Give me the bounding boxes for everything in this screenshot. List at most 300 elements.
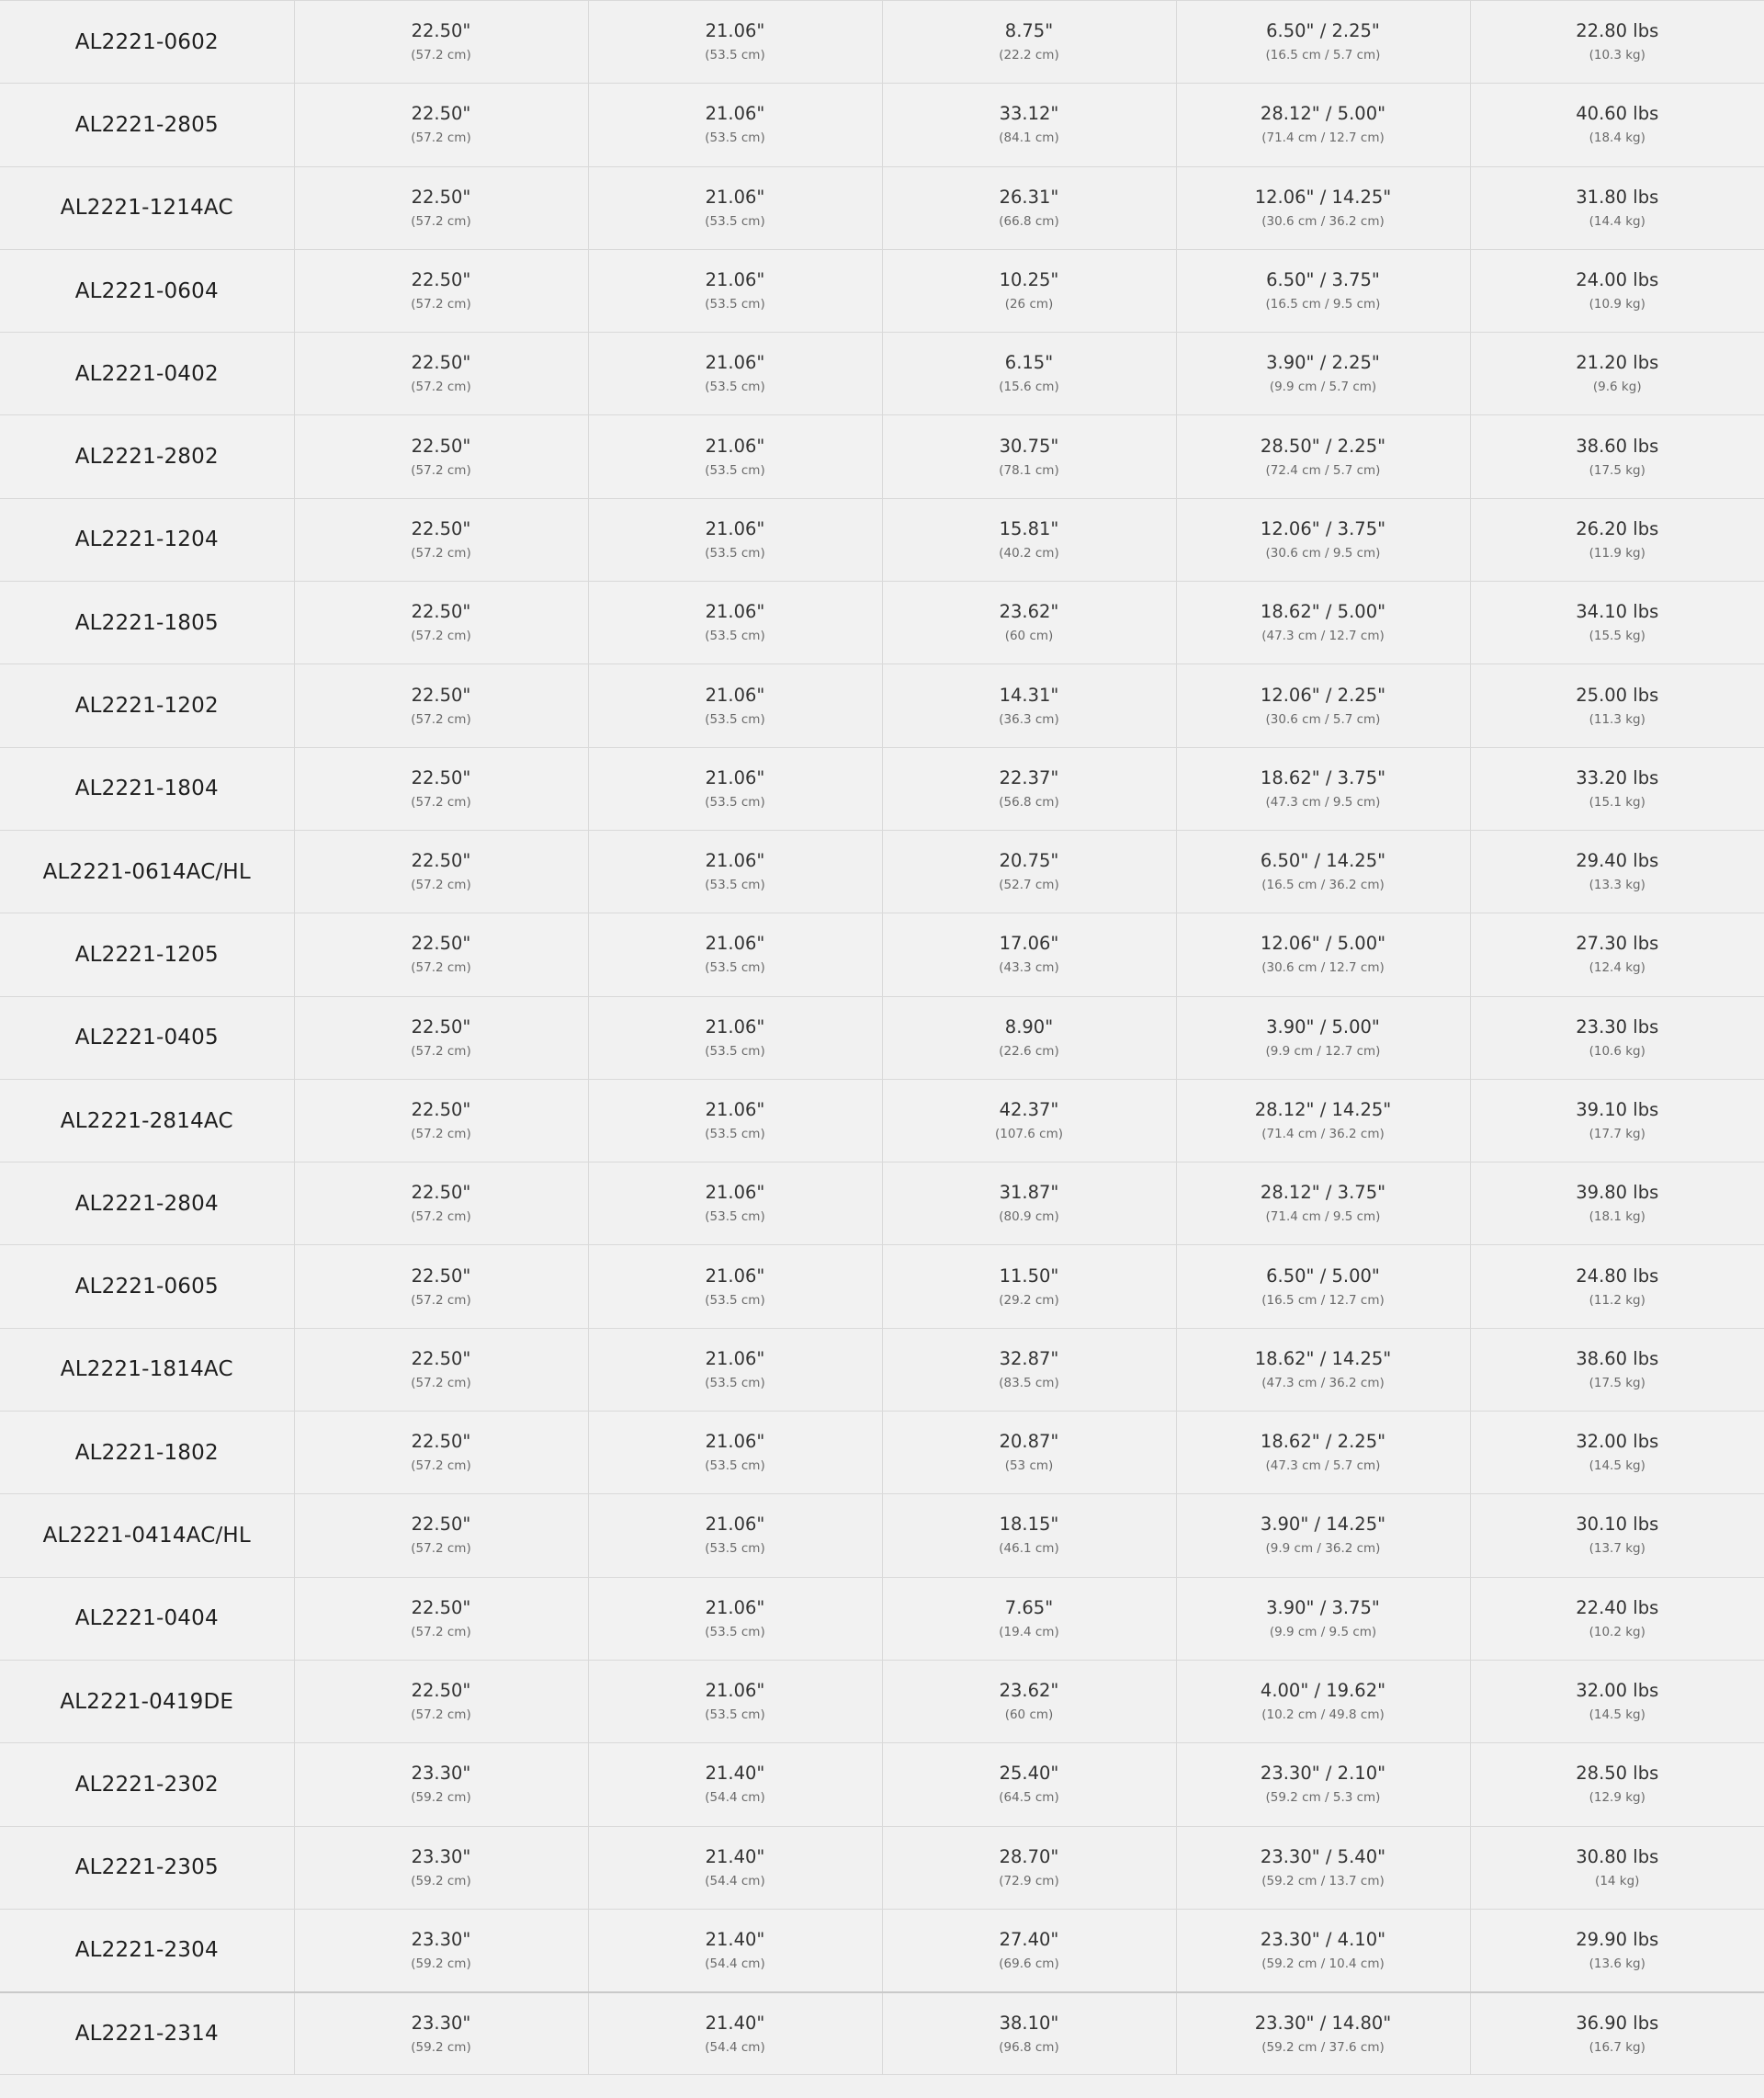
table-row [0, 913, 1764, 996]
model-cell [0, 1992, 294, 2075]
height-metric-value: (57.2 cm) [411, 1127, 471, 1141]
depth-metric-value: (36.3 cm) [999, 711, 1059, 727]
weight-metric-value: (9.6 kg) [1592, 380, 1642, 395]
depth-metric-value: (52.7 cm) [999, 878, 1059, 893]
weight-value: 27.30 lbs [1576, 933, 1659, 955]
weight-cell [1470, 1079, 1764, 1162]
height-value: 22.50" [411, 1347, 471, 1369]
weight-cell [1470, 996, 1764, 1079]
height-value: 23.30" [411, 1845, 471, 1867]
width-value: 21.06" [705, 20, 765, 42]
model-number: AL2221-0404 [74, 1606, 219, 1631]
weight-metric-value: (14.5 kg) [1589, 1458, 1645, 1474]
width-value: 21.06" [705, 933, 765, 955]
weight-cell [1470, 664, 1764, 747]
weight-metric-value: (12.9 kg) [1589, 1790, 1645, 1806]
model-number: AL2221-2802 [74, 445, 219, 470]
width-value: 21.06" [705, 601, 765, 623]
weight-value: 39.80 lbs [1576, 1182, 1659, 1204]
drawers-value: 12.06" / 2.25" [1260, 684, 1386, 706]
drawers-value: 6.50" / 2.25" [1266, 20, 1380, 42]
depth-value: 28.70" [999, 1845, 1059, 1867]
drawers-value: 23.30" / 2.10" [1260, 1763, 1386, 1785]
weight-cell [1470, 830, 1764, 913]
width-value: 21.06" [705, 1680, 765, 1702]
drawers-cell [1176, 415, 1470, 498]
height-cell [294, 249, 588, 332]
width-cell [588, 664, 882, 747]
drawers-metric-value: (71.4 cm / 9.5 cm) [1265, 1209, 1381, 1225]
table-row [0, 498, 1764, 581]
depth-value: 26.31" [999, 186, 1059, 208]
height-metric-value: (57.2 cm) [411, 1458, 471, 1474]
width-cell [588, 830, 882, 913]
height-value: 22.50" [411, 1015, 471, 1038]
width-cell [588, 1, 882, 84]
table-row [0, 1909, 1764, 1991]
height-value: 22.50" [411, 684, 471, 706]
depth-value: 32.87" [999, 1347, 1059, 1369]
drawers-value: 12.06" / 5.00" [1260, 933, 1386, 955]
depth-value: 10.25" [999, 269, 1059, 291]
width-value: 21.06" [705, 435, 765, 457]
height-metric-value: (57.2 cm) [411, 1209, 471, 1225]
weight-value: 32.00 lbs [1576, 1680, 1659, 1702]
drawers-value: 23.30" / 14.80" [1254, 2012, 1392, 2034]
drawers-cell [1176, 1992, 1470, 2075]
depth-metric-value: (40.2 cm) [999, 545, 1059, 561]
width-value: 21.40" [705, 1763, 765, 1785]
table-row [0, 1992, 1764, 2075]
model-cell [0, 84, 294, 166]
height-metric-value: (57.2 cm) [411, 1624, 471, 1639]
drawers-metric-value: (59.2 cm / 37.6 cm) [1261, 2039, 1385, 2055]
width-metric-value: (53.5 cm) [705, 1127, 765, 1141]
width-metric-value: (53.5 cm) [705, 1375, 765, 1390]
model-cell [0, 664, 294, 747]
height-metric-value: (57.2 cm) [411, 130, 471, 146]
drawers-cell [1176, 84, 1470, 166]
width-value: 21.06" [705, 186, 765, 208]
height-value: 23.30" [411, 2012, 471, 2034]
drawers-metric-value: (9.9 cm / 9.5 cm) [1269, 1624, 1377, 1639]
model-cell [0, 996, 294, 1079]
width-metric-value: (53.5 cm) [705, 1624, 765, 1639]
depth-metric-value: (29.2 cm) [999, 1292, 1059, 1308]
model-number: AL2221-0605 [74, 1275, 219, 1299]
height-cell [294, 1079, 588, 1162]
height-cell [294, 830, 588, 913]
depth-metric-value: (66.8 cm) [999, 213, 1059, 229]
drawers-value: 28.12" / 5.00" [1260, 103, 1386, 125]
height-value: 22.50" [411, 1514, 471, 1536]
height-metric-value: (57.2 cm) [411, 297, 471, 312]
model-cell [0, 1660, 294, 1742]
weight-metric-value: (11.9 kg) [1589, 545, 1645, 561]
model-number: AL2221-0414AC/HL [42, 1523, 251, 1548]
drawers-cell [1176, 830, 1470, 913]
depth-metric-value: (60 cm) [1004, 1707, 1054, 1723]
drawers-metric-value: (47.3 cm / 5.7 cm) [1265, 1458, 1381, 1474]
width-cell [588, 1826, 882, 1909]
table-row [0, 1494, 1764, 1577]
table-row [0, 747, 1764, 830]
depth-metric-value: (43.3 cm) [999, 960, 1059, 976]
drawers-cell [1176, 996, 1470, 1079]
depth-cell [882, 1743, 1176, 1826]
height-value: 22.50" [411, 1596, 471, 1618]
table-row [0, 333, 1764, 415]
depth-value: 23.62" [999, 1680, 1059, 1702]
height-value: 22.50" [411, 1431, 471, 1453]
table-row [0, 664, 1764, 747]
model-cell [0, 1909, 294, 1991]
depth-value: 7.65" [1004, 1596, 1054, 1618]
depth-value: 6.15" [1004, 352, 1054, 374]
table-row [0, 1162, 1764, 1245]
width-metric-value: (53.5 cm) [705, 1209, 765, 1225]
width-metric-value: (53.5 cm) [705, 1541, 765, 1557]
depth-metric-value: (80.9 cm) [999, 1209, 1059, 1225]
weight-cell [1470, 84, 1764, 166]
model-number: AL2221-1214AC [60, 196, 233, 221]
depth-metric-value: (72.9 cm) [999, 1873, 1059, 1888]
weight-value: 28.50 lbs [1576, 1763, 1659, 1785]
width-metric-value: (54.4 cm) [705, 1873, 765, 1888]
width-metric-value: (53.5 cm) [705, 711, 765, 727]
width-cell [588, 582, 882, 664]
weight-value: 21.20 lbs [1576, 352, 1659, 374]
drawers-value: 18.62" / 14.25" [1254, 1347, 1392, 1369]
width-value: 21.06" [705, 1182, 765, 1204]
width-metric-value: (54.4 cm) [705, 2039, 765, 2055]
width-metric-value: (53.5 cm) [705, 380, 765, 395]
depth-cell [882, 913, 1176, 996]
weight-metric-value: (12.4 kg) [1589, 960, 1645, 976]
depth-cell [882, 1412, 1176, 1494]
model-cell [0, 747, 294, 830]
drawers-metric-value: (30.6 cm / 12.7 cm) [1261, 960, 1385, 976]
height-metric-value: (59.2 cm) [411, 1790, 471, 1806]
drawers-metric-value: (30.6 cm / 36.2 cm) [1261, 213, 1385, 229]
height-cell [294, 1245, 588, 1328]
weight-value: 23.30 lbs [1576, 1015, 1659, 1038]
depth-value: 42.37" [999, 1099, 1059, 1120]
drawers-value: 3.90" / 2.25" [1266, 352, 1380, 374]
model-number: AL2221-0405 [74, 1026, 219, 1050]
width-cell [588, 1909, 882, 1991]
depth-metric-value: (22.2 cm) [999, 48, 1059, 63]
height-metric-value: (57.2 cm) [411, 1375, 471, 1390]
weight-cell [1470, 582, 1764, 664]
height-value: 22.50" [411, 933, 471, 955]
width-metric-value: (53.5 cm) [705, 1458, 765, 1474]
height-cell [294, 664, 588, 747]
drawers-value: 3.90" / 5.00" [1266, 1015, 1380, 1038]
weight-value: 22.40 lbs [1576, 1596, 1659, 1618]
height-cell [294, 913, 588, 996]
drawers-cell [1176, 747, 1470, 830]
model-cell [0, 333, 294, 415]
width-value: 21.40" [705, 1928, 765, 1950]
height-cell [294, 1826, 588, 1909]
weight-value: 39.10 lbs [1576, 1099, 1659, 1120]
depth-cell [882, 1826, 1176, 1909]
drawers-metric-value: (9.9 cm / 5.7 cm) [1269, 380, 1377, 395]
drawers-value: 18.62" / 5.00" [1260, 601, 1386, 623]
width-metric-value: (54.4 cm) [705, 1790, 765, 1806]
height-cell [294, 1162, 588, 1245]
depth-metric-value: (84.1 cm) [999, 130, 1059, 146]
height-metric-value: (59.2 cm) [411, 2039, 471, 2055]
weight-cell [1470, 498, 1764, 581]
height-cell [294, 1743, 588, 1826]
width-value: 21.40" [705, 2012, 765, 2034]
model-number: AL2221-0602 [74, 29, 219, 54]
weight-cell [1470, 1826, 1764, 1909]
drawers-cell [1176, 913, 1470, 996]
weight-cell [1470, 1577, 1764, 1660]
drawers-cell [1176, 333, 1470, 415]
depth-value: 20.87" [999, 1431, 1059, 1453]
height-metric-value: (57.2 cm) [411, 878, 471, 893]
drawers-metric-value: (30.6 cm / 9.5 cm) [1265, 545, 1381, 561]
model-cell [0, 1494, 294, 1577]
weight-value: 34.10 lbs [1576, 601, 1659, 623]
depth-metric-value: (78.1 cm) [999, 462, 1059, 478]
height-value: 22.50" [411, 1264, 471, 1287]
drawers-metric-value: (16.5 cm / 5.7 cm) [1265, 48, 1381, 63]
height-metric-value: (57.2 cm) [411, 629, 471, 644]
height-metric-value: (57.2 cm) [411, 1707, 471, 1723]
weight-metric-value: (14.5 kg) [1589, 1707, 1645, 1723]
depth-cell [882, 1992, 1176, 2075]
width-value: 21.06" [705, 1431, 765, 1453]
model-number: AL2221-0604 [74, 278, 219, 303]
drawers-value: 3.90" / 14.25" [1260, 1514, 1386, 1536]
drawers-cell [1176, 1494, 1470, 1577]
width-cell [588, 1162, 882, 1245]
width-cell [588, 498, 882, 581]
drawers-value: 6.50" / 3.75" [1266, 269, 1380, 291]
depth-value: 22.37" [999, 766, 1059, 788]
weight-cell [1470, 1412, 1764, 1494]
drawers-value: 28.12" / 14.25" [1254, 1099, 1392, 1120]
table-row [0, 996, 1764, 1079]
model-cell [0, 1079, 294, 1162]
width-metric-value: (53.5 cm) [705, 1292, 765, 1308]
width-value: 21.40" [705, 1845, 765, 1867]
model-number: AL2221-0402 [74, 361, 219, 386]
model-cell [0, 1162, 294, 1245]
width-value: 21.06" [705, 352, 765, 374]
weight-cell [1470, 1, 1764, 84]
model-cell [0, 1577, 294, 1660]
drawers-value: 12.06" / 3.75" [1260, 517, 1386, 539]
width-value: 21.06" [705, 269, 765, 291]
table-row [0, 1079, 1764, 1162]
width-value: 21.06" [705, 766, 765, 788]
weight-cell [1470, 249, 1764, 332]
model-cell [0, 249, 294, 332]
depth-metric-value: (60 cm) [1004, 629, 1054, 644]
width-cell [588, 333, 882, 415]
width-cell [588, 913, 882, 996]
height-cell [294, 1328, 588, 1411]
weight-metric-value: (16.7 kg) [1589, 2039, 1645, 2055]
height-value: 22.50" [411, 103, 471, 125]
height-metric-value: (57.2 cm) [411, 380, 471, 395]
width-value: 21.06" [705, 684, 765, 706]
depth-cell [882, 333, 1176, 415]
width-value: 21.06" [705, 1015, 765, 1038]
table-row [0, 1743, 1764, 1826]
width-metric-value: (53.5 cm) [705, 213, 765, 229]
width-metric-value: (53.5 cm) [705, 297, 765, 312]
width-value: 21.06" [705, 1264, 765, 1287]
height-cell [294, 1660, 588, 1742]
depth-value: 15.81" [999, 517, 1059, 539]
width-cell [588, 1245, 882, 1328]
height-cell [294, 166, 588, 249]
drawers-cell [1176, 498, 1470, 581]
table-row [0, 415, 1764, 498]
weight-metric-value: (18.4 kg) [1589, 130, 1645, 146]
depth-value: 23.62" [999, 601, 1059, 623]
depth-cell [882, 1, 1176, 84]
model-cell [0, 582, 294, 664]
depth-cell [882, 1909, 1176, 1991]
height-value: 22.50" [411, 352, 471, 374]
weight-metric-value: (13.6 kg) [1589, 1956, 1645, 1971]
depth-cell [882, 1577, 1176, 1660]
drawers-value: 23.30" / 5.40" [1260, 1845, 1386, 1867]
table-row [0, 1660, 1764, 1742]
width-metric-value: (53.5 cm) [705, 878, 765, 893]
model-cell [0, 830, 294, 913]
model-number: AL2221-0419DE [60, 1689, 234, 1714]
model-number: AL2221-1804 [74, 777, 219, 801]
width-metric-value: (54.4 cm) [705, 1956, 765, 1971]
width-metric-value: (53.5 cm) [705, 629, 765, 644]
table-row [0, 1245, 1764, 1328]
model-number: AL2221-1204 [74, 527, 219, 552]
weight-metric-value: (13.3 kg) [1589, 878, 1645, 893]
height-value: 22.50" [411, 766, 471, 788]
width-cell [588, 415, 882, 498]
width-metric-value: (53.5 cm) [705, 794, 765, 810]
width-value: 21.06" [705, 850, 765, 872]
height-metric-value: (57.2 cm) [411, 711, 471, 727]
height-value: 22.50" [411, 186, 471, 208]
height-value: 22.50" [411, 1099, 471, 1120]
weight-value: 24.80 lbs [1576, 1264, 1659, 1287]
depth-cell [882, 249, 1176, 332]
width-metric-value: (53.5 cm) [705, 960, 765, 976]
drawers-value: 28.50" / 2.25" [1260, 435, 1386, 457]
depth-metric-value: (26 cm) [1004, 297, 1054, 312]
height-cell [294, 1992, 588, 2075]
width-cell [588, 1577, 882, 1660]
height-cell [294, 333, 588, 415]
width-cell [588, 166, 882, 249]
height-value: 22.50" [411, 435, 471, 457]
drawers-metric-value: (71.4 cm / 36.2 cm) [1261, 1127, 1385, 1141]
drawers-value: 3.90" / 3.75" [1266, 1596, 1380, 1618]
width-metric-value: (53.5 cm) [705, 1707, 765, 1723]
width-value: 21.06" [705, 1347, 765, 1369]
height-value: 22.50" [411, 20, 471, 42]
depth-value: 33.12" [999, 103, 1059, 125]
height-metric-value: (57.2 cm) [411, 213, 471, 229]
width-value: 21.06" [705, 1596, 765, 1618]
table-row [0, 830, 1764, 913]
drawers-cell [1176, 664, 1470, 747]
depth-value: 14.31" [999, 684, 1059, 706]
depth-cell [882, 1245, 1176, 1328]
drawers-value: 12.06" / 14.25" [1254, 186, 1392, 208]
drawers-cell [1176, 1, 1470, 84]
width-cell [588, 996, 882, 1079]
height-cell [294, 582, 588, 664]
drawers-cell [1176, 1909, 1470, 1991]
depth-cell [882, 996, 1176, 1079]
depth-metric-value: (53 cm) [1004, 1458, 1054, 1474]
width-cell [588, 249, 882, 332]
width-cell [588, 1328, 882, 1411]
weight-metric-value: (17.5 kg) [1589, 462, 1645, 478]
depth-value: 31.87" [999, 1182, 1059, 1204]
table-row [0, 1, 1764, 84]
depth-metric-value: (22.6 cm) [999, 1043, 1059, 1059]
weight-cell [1470, 913, 1764, 996]
width-value: 21.06" [705, 1099, 765, 1120]
height-cell [294, 84, 588, 166]
depth-value: 8.75" [1004, 20, 1054, 42]
drawers-metric-value: (9.9 cm / 36.2 cm) [1265, 1541, 1381, 1557]
model-cell [0, 1328, 294, 1411]
width-cell [588, 1992, 882, 2075]
drawers-metric-value: (47.3 cm / 9.5 cm) [1265, 794, 1381, 810]
weight-cell [1470, 1909, 1764, 1991]
table-row [0, 84, 1764, 166]
depth-cell [882, 1660, 1176, 1742]
drawers-metric-value: (59.2 cm / 13.7 cm) [1261, 1873, 1385, 1888]
width-cell [588, 747, 882, 830]
height-cell [294, 498, 588, 581]
weight-value: 36.90 lbs [1576, 2012, 1659, 2034]
weight-metric-value: (17.5 kg) [1589, 1375, 1645, 1390]
weight-cell [1470, 1245, 1764, 1328]
drawers-cell [1176, 1577, 1470, 1660]
model-cell [0, 1826, 294, 1909]
model-number: AL2221-2814AC [60, 1108, 233, 1133]
model-cell [0, 1, 294, 84]
depth-cell [882, 747, 1176, 830]
height-value: 22.50" [411, 517, 471, 539]
weight-metric-value: (18.1 kg) [1589, 1209, 1645, 1225]
height-value: 22.50" [411, 269, 471, 291]
height-cell [294, 1412, 588, 1494]
model-cell [0, 913, 294, 996]
model-cell [0, 166, 294, 249]
height-cell [294, 996, 588, 1079]
drawers-value: 23.30" / 4.10" [1260, 1928, 1386, 1950]
depth-cell [882, 1494, 1176, 1577]
weight-metric-value: (15.5 kg) [1589, 629, 1645, 644]
height-cell [294, 415, 588, 498]
weight-value: 22.80 lbs [1576, 20, 1659, 42]
